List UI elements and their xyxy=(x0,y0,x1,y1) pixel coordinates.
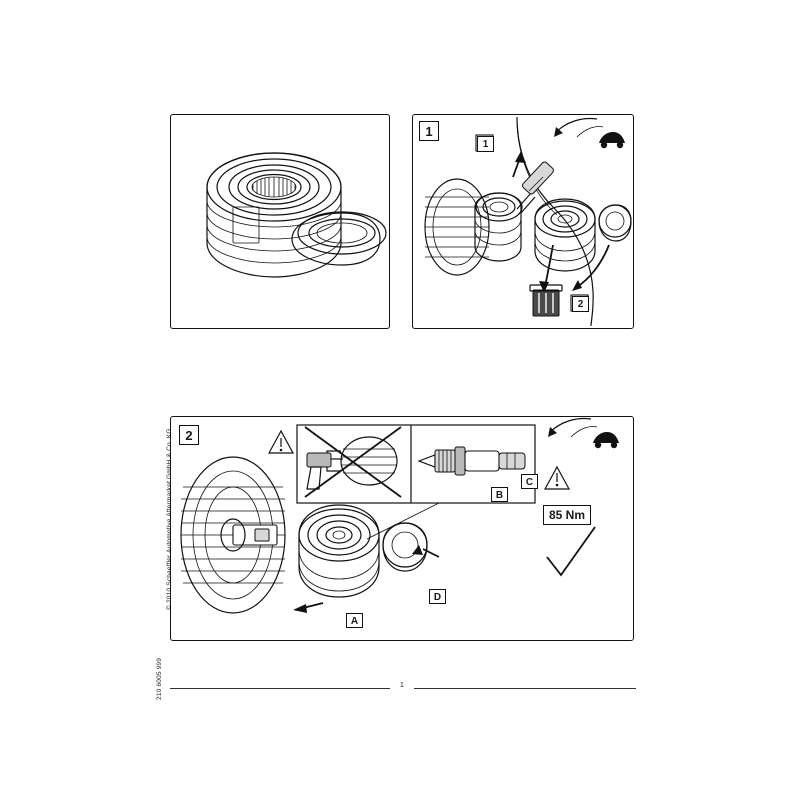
impact-wrench-drawing xyxy=(305,427,401,497)
overview-panel xyxy=(170,114,390,329)
step-2-badge: 2 xyxy=(179,425,199,445)
special-tool-drawing xyxy=(419,447,525,475)
alternator-pulley xyxy=(425,179,522,275)
step-2-panel xyxy=(170,416,634,641)
vehicle-direction-icon xyxy=(554,119,625,149)
step-2-illustration xyxy=(171,417,631,638)
copyright-text: © 2010 Schaeffler Automotive Aftermarket GmbH & Co. KG xyxy=(166,428,173,610)
document-code: 210 6005 999 xyxy=(156,657,163,700)
footer-rule-left xyxy=(170,688,390,689)
removed-pulley xyxy=(535,199,595,271)
torque-value-label: 85 Nm xyxy=(543,505,591,525)
step-1-panel xyxy=(412,114,634,329)
step-1-badge: 1 xyxy=(419,121,439,141)
overview-illustration xyxy=(171,115,388,327)
callout-c-label: C xyxy=(521,474,538,489)
callout-a-label: A xyxy=(346,613,363,628)
vehicle-direction-icon-2 xyxy=(548,419,619,449)
removed-cap xyxy=(599,205,631,241)
new-pulley xyxy=(299,505,379,597)
waste-bin-icon xyxy=(530,285,562,316)
alternator-assembly xyxy=(181,457,285,613)
warning-triangle-icon xyxy=(269,431,293,453)
cap-fitting xyxy=(383,523,439,571)
callout-b-label: B xyxy=(491,487,508,502)
callout-d-label: D xyxy=(429,589,446,604)
step-1-illustration xyxy=(413,115,631,326)
page-number: 1 xyxy=(400,682,404,689)
callout-2-label: 2 xyxy=(572,296,589,312)
callout-1-label: 1 xyxy=(477,136,494,152)
footer-rule-right xyxy=(414,688,636,689)
